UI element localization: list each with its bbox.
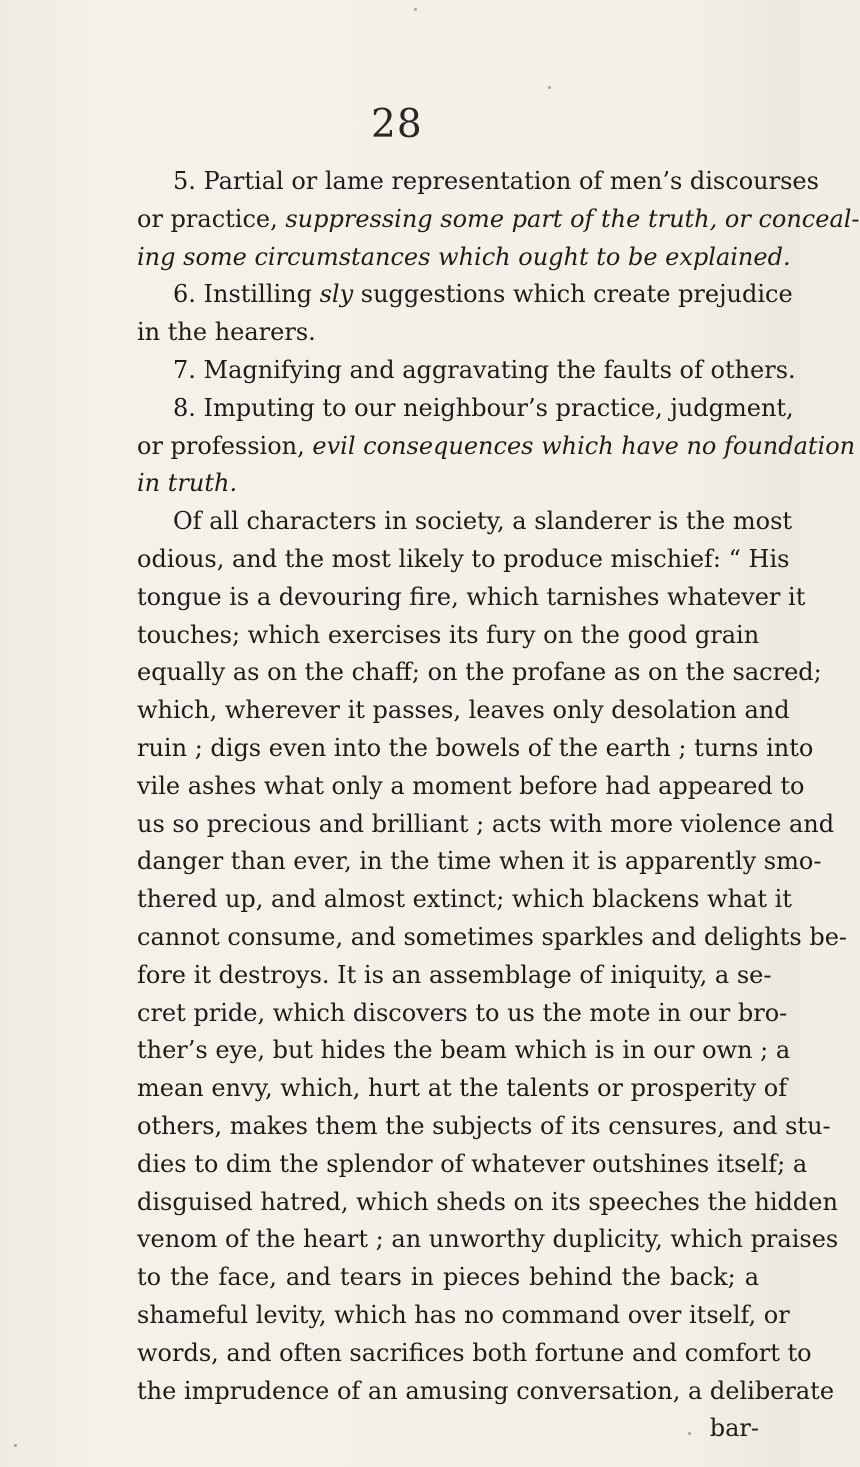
text-run: 6. Instilling xyxy=(173,280,320,309)
text-line xyxy=(137,163,819,201)
text-line xyxy=(137,465,759,503)
text-run: cret pride, which discovers to us the mote in our bro- xyxy=(137,998,788,1027)
text-run: suggestions which create prejudice xyxy=(353,280,793,309)
text-line xyxy=(137,1146,808,1184)
ink-speck xyxy=(548,86,551,89)
text-line xyxy=(137,768,805,806)
text-run: in the hearers. xyxy=(137,318,316,347)
text-run: dies to dim the splendor of whatever outshines itself; a xyxy=(137,1149,808,1178)
text-run: bar- xyxy=(709,1414,759,1443)
page-number: 28 xyxy=(371,102,423,147)
text-line xyxy=(137,579,806,617)
text-run: equally as on the chaff; on the profane as on the sacred; xyxy=(137,658,822,687)
text-run: ther’s eye, but hides the beam which is in our own ; a xyxy=(137,1036,791,1065)
text-run: odious, and the most likely to produce mischief: “ His xyxy=(137,544,790,573)
text-run: mean envy, which, hurt at the talents or prosperity of xyxy=(137,1074,788,1103)
italic-text: suppressing some part of the truth, or conceal- xyxy=(285,204,860,233)
text-line xyxy=(137,881,792,919)
text-line xyxy=(137,919,848,957)
text-run: 8. Imputing to our neighbour’s practice, judgment, xyxy=(173,393,794,422)
text-line xyxy=(137,692,790,730)
text-run: danger than ever, in the time when it is apparently smo- xyxy=(137,847,822,876)
text-line xyxy=(137,201,860,239)
ink-speck xyxy=(14,1444,17,1447)
text-run: tongue is a devouring fire, which tarnishes whatever it xyxy=(137,582,806,611)
text-run: disguised hatred, which sheds on its speeches the hidden xyxy=(137,1187,838,1216)
text-line xyxy=(137,1221,839,1259)
text-run: shameful levity, which has no command over itself, or xyxy=(137,1300,790,1329)
text-run: fore it destroys. It is an assemblage of iniquity, a se- xyxy=(137,960,772,989)
italic-text: sly xyxy=(319,280,354,309)
text-line xyxy=(137,352,796,390)
text-run: 5. Partial or lame representation of men’s discourses xyxy=(173,167,819,195)
text-line xyxy=(137,806,835,844)
text-line xyxy=(137,995,788,1033)
text-run: vile ashes what only a moment before had appeared to xyxy=(137,771,805,800)
text-line xyxy=(137,503,793,541)
text-line xyxy=(137,1410,759,1448)
text-line xyxy=(137,843,822,881)
text-run: Of all characters in society, a slanderer is the most xyxy=(173,507,793,536)
text-run: to the face, and tears in pieces behind the back; a xyxy=(137,1263,759,1292)
italic-text: ing some circumstances which ought to be explained. xyxy=(137,242,791,271)
text-line xyxy=(137,541,790,579)
text-line xyxy=(137,1108,831,1146)
text-line xyxy=(137,957,772,995)
text-line xyxy=(137,1184,838,1222)
text-line xyxy=(137,654,822,692)
text-line xyxy=(137,1259,759,1297)
italic-text: in truth. xyxy=(137,469,238,498)
text-run: cannot consume, and sometimes sparkles and delights be- xyxy=(137,922,848,951)
text-line xyxy=(137,276,793,314)
text-run: which, wherever it passes, leaves only desolation and xyxy=(137,696,790,725)
text-run: thered up, and almost extinct; which blackens what it xyxy=(137,885,792,914)
text-line xyxy=(137,1297,790,1335)
text-run: venom of the heart ; an unworthy duplicity, which praises xyxy=(137,1225,839,1254)
text-line xyxy=(137,428,856,466)
text-line xyxy=(137,1070,788,1108)
text-line xyxy=(137,617,759,655)
text-line xyxy=(137,1335,812,1373)
ink-speck xyxy=(414,8,417,11)
text-line xyxy=(137,1373,835,1411)
text-line xyxy=(137,239,791,277)
text-run: words, and often sacrifices both fortune and comfort to xyxy=(137,1338,812,1367)
text-line xyxy=(137,730,814,768)
text-line xyxy=(137,390,794,428)
text-run: us so precious and brilliant ; acts with more violence and xyxy=(137,809,835,838)
body-text xyxy=(137,163,860,1448)
text-run: or profession, xyxy=(137,431,313,460)
text-line xyxy=(137,314,759,352)
text-line xyxy=(137,1032,791,1070)
text-run: or practice, xyxy=(137,204,286,233)
text-run: the imprudence of an amusing conversation, a deliberate xyxy=(137,1376,835,1405)
italic-text: evil consequences which have no foundation xyxy=(312,431,856,460)
text-run: 7. Magnifying and aggravating the faults of others. xyxy=(173,355,796,384)
text-run: ruin ; digs even into the bowels of the earth ; turns into xyxy=(137,733,814,762)
text-run: others, makes them the subjects of its censures, and stu- xyxy=(137,1111,831,1140)
text-run: touches; which exercises its fury on the good grain xyxy=(137,620,760,649)
ink-speck xyxy=(688,1432,691,1435)
